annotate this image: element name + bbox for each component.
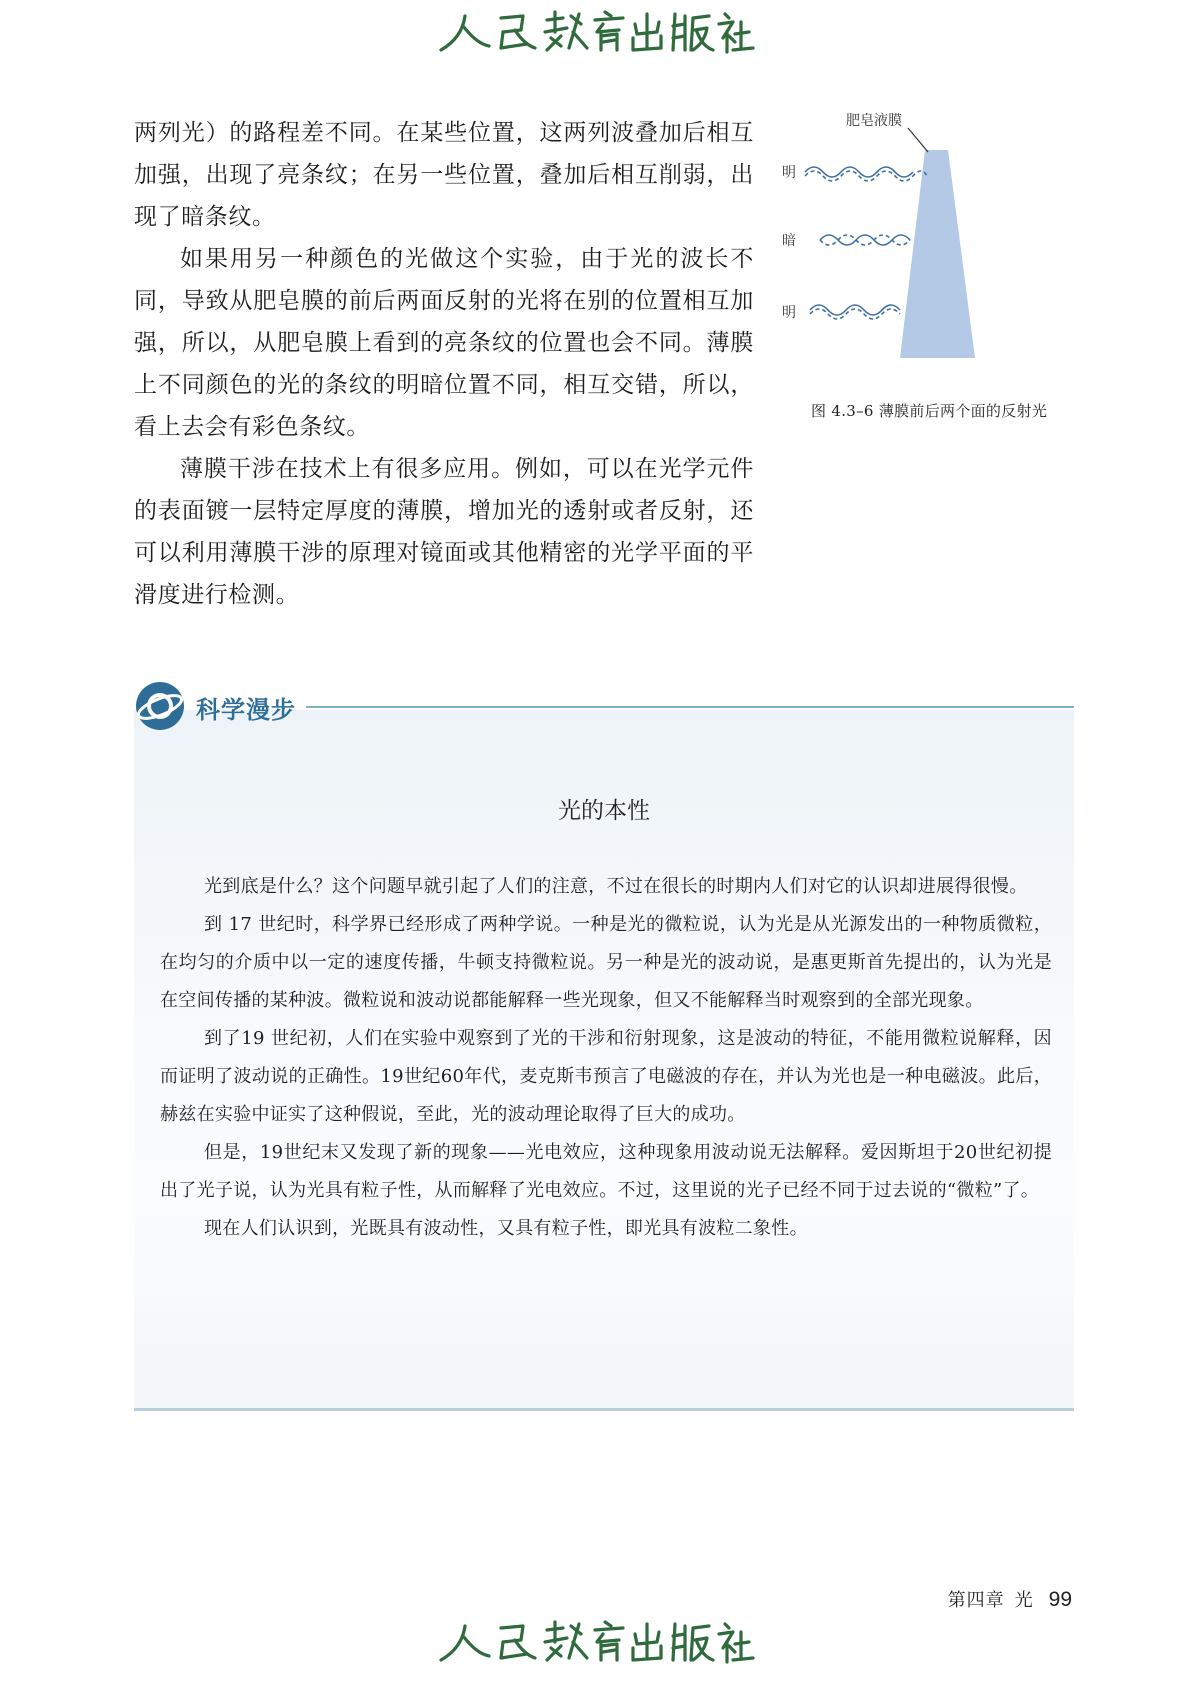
science-walk-header-rule bbox=[306, 706, 1074, 708]
chapter-topic: 光 bbox=[1014, 1590, 1033, 1611]
figure-caption: 图 4.3–6 薄膜前后两个面的反射光 bbox=[811, 402, 1048, 420]
bright-label-1: 明 bbox=[782, 165, 796, 181]
thin-film-diagram bbox=[800, 110, 1100, 390]
publisher-calligraphy-logo bbox=[435, 2, 755, 66]
bright-waves-2 bbox=[810, 305, 900, 319]
film-pointer-line bbox=[908, 128, 928, 152]
main-body-text bbox=[134, 112, 754, 616]
bright-waves-1 bbox=[805, 167, 927, 181]
publisher-footer-logo bbox=[0, 1612, 1190, 1676]
dark-waves bbox=[820, 235, 910, 245]
bright-label-2: 明 bbox=[782, 305, 796, 321]
science-walk-panel bbox=[134, 710, 1074, 1411]
science-walk-label: 科学漫步 bbox=[196, 696, 296, 724]
science-paragraph-4: 但是，19世纪末又发现了新的现象——光电效应，这种现象用波动说无法解释。爱因斯坦于20世纪初提出了光子说，认为光具有粒子性，从而解释了光电效应。不过，这里说的光子已经不同于过去说的“微粒”了。 bbox=[160, 1142, 1052, 1201]
science-paragraph-1: 光到底是什么？这个问题早就引起了人们的注意，不过在很长的时期内人们对它的认识却进展得很慢。 bbox=[204, 876, 1028, 897]
science-walk-section bbox=[134, 680, 1074, 1408]
science-paragraph-5: 现在人们认识到，光既具有波动性，又具有粒子性，即光具有波粒二象性。 bbox=[204, 1218, 808, 1239]
publisher-header-logo bbox=[0, 2, 1190, 66]
science-paragraph-2: 到 17 世纪时，科学界已经形成了两种学说。一种是光的微粒说，认为光是从光源发出的一种物质微粒，在均匀的介质中以一定的速度传播，牛顿支持微粒说。另一种是光的波动说，是惠更斯首先提出的，认为光是在空间传播的某种波。微粒说和波动说都能解释一些光现象，但又不能解释当时观察到的全部光现象。 bbox=[160, 914, 1052, 1011]
page-number: 99 bbox=[1048, 1588, 1072, 1611]
page-footer bbox=[948, 1586, 1072, 1612]
main-paragraph-3: 薄膜干涉在技术上有很多应用。例如，可以在光学元件的表面镀一层特定厚度的薄膜，增加光的透射或者反射，还可以利用薄膜干涉的原理对镜面或其他精密的光学平面的平滑度进行检测。 bbox=[134, 456, 754, 608]
science-walk-body bbox=[160, 868, 1052, 1248]
main-paragraph-1: 两列光）的路程差不同。在某些位置，这两列波叠加后相互加强，出现了亮条纹；在另一些位置，叠加后相互削弱，出现了暗条纹。 bbox=[134, 120, 754, 230]
science-paragraph-3: 到了19 世纪初，人们在实验中观察到了光的干涉和衍射现象，这是波动的特征，不能用微粒说解释，因而证明了波动说的正确性。19世纪60年代，麦克斯韦预言了电磁波的存在，并认为光也是一种电磁波。此后，赫兹在实验中证实了这种假说，至此，光的波动理论取得了巨大的成功。 bbox=[160, 1028, 1052, 1125]
dark-label: 暗 bbox=[782, 233, 796, 249]
figure-thin-film-reflection bbox=[782, 110, 1100, 430]
film-label: 肥皂液膜 bbox=[846, 113, 902, 129]
chapter-label: 第四章 bbox=[947, 1590, 1005, 1611]
planet-orbit-icon bbox=[134, 680, 186, 732]
main-paragraph-2: 如果用另一种颜色的光做这个实验，由于光的波长不同，导致从肥皂膜的前后两面反射的光将在别的位置相互加强，所以，从肥皂膜上看到的亮条纹的位置也会不同。薄膜上不同颜色的光的条纹的明暗位置不同，相互交错，所以，看上去会有彩色条纹。 bbox=[134, 246, 754, 440]
science-walk-title: 光的本性 bbox=[558, 798, 650, 824]
soap-film-shape bbox=[900, 150, 975, 358]
publisher-calligraphy-logo bbox=[435, 1612, 755, 1676]
